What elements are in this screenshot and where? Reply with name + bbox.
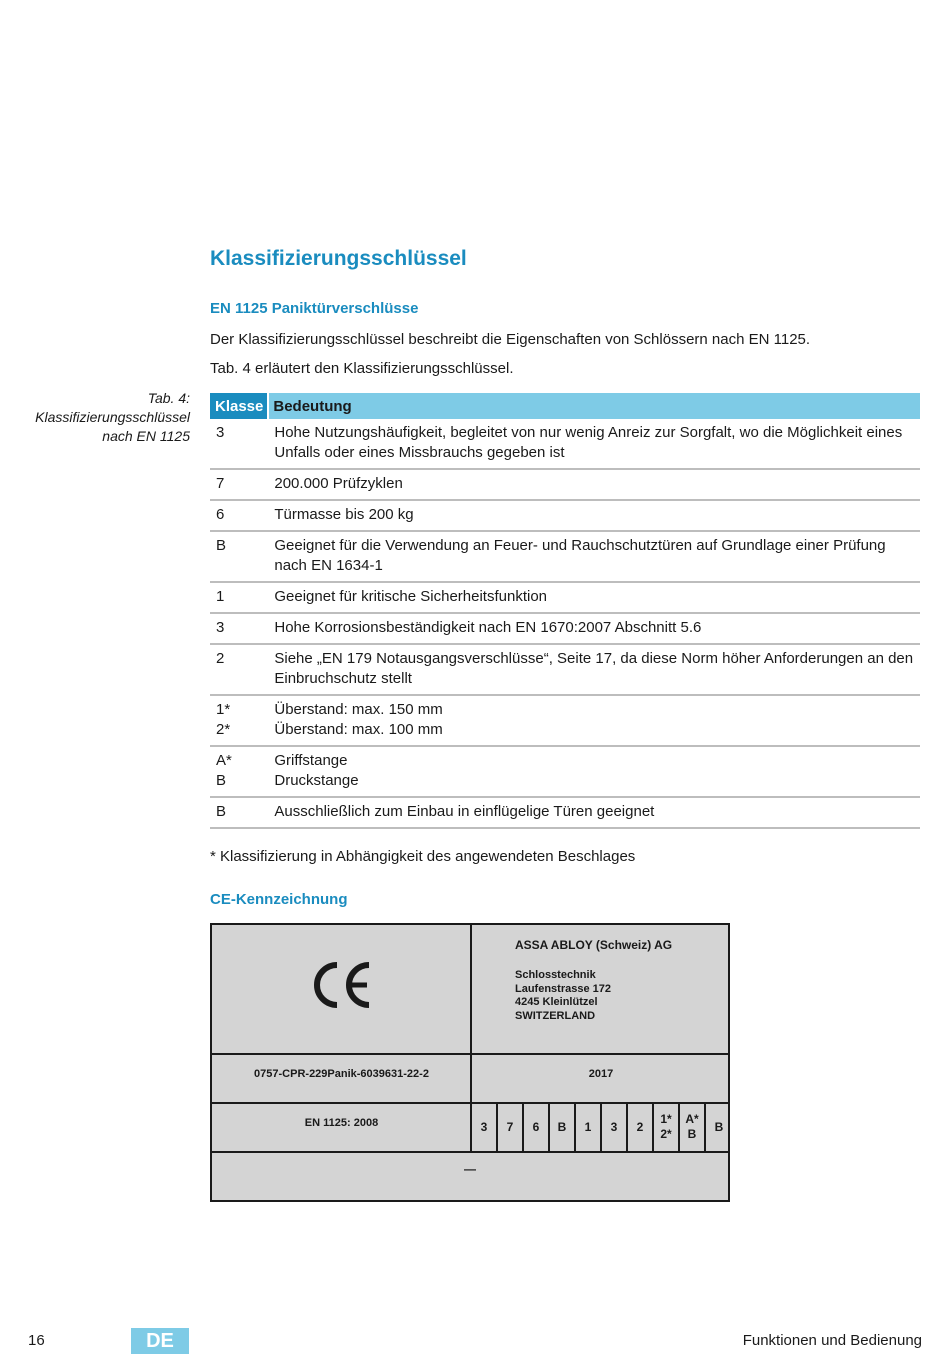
class-value: B [216,537,227,554]
norm-reference: EN 1125: 2008 [304,1117,379,1129]
class-value: 1* [216,701,231,718]
table-row [210,500,920,531]
class-cell [210,644,268,695]
intro-paragraph: Der Klassifizierungsschlüssel beschreibt die Eigenschaften von Schlössern nach EN 1125. [210,331,811,348]
code-cell [498,1103,524,1151]
meaning-cell [268,531,920,582]
meaning-cell [268,746,920,797]
address-line: 4245 Kleinlützel [515,996,598,1008]
meaning-cell [268,419,920,469]
code-value: 3 [480,1119,488,1134]
class-cell [210,797,268,828]
class-value: B [216,772,227,789]
class-value: 2* [216,721,231,738]
code-value: 1* [660,1112,672,1126]
class-value: 1 [216,588,225,605]
meaning-cell [268,695,920,746]
page-heading: Klassifizierungsschlüssel [210,247,467,270]
certificate-number: 0757-CPR-229Panik-6039631-22-2 [254,1068,429,1080]
table-row [210,644,920,695]
code-value: 7 [506,1119,514,1134]
code-value: B [557,1119,567,1134]
meaning-cell [268,469,920,500]
code-value: B [714,1119,724,1134]
meaning-cell [268,797,920,828]
plate-bottom-mark: — [464,1162,476,1176]
header-bedeutung: Bedeutung [268,393,920,419]
ce-label-plate [210,923,730,1202]
section-subheading: EN 1125 Paniktürverschlüsse [210,300,419,317]
table-caption [10,389,190,446]
meaning-text: Hohe Nutzungshäufigkeit, begleitet von nur wenig Anreiz zur Sorgfalt, wo die Möglichkeit eines Unfalls oder eines Missbrauchs gegeben ist [274,424,903,461]
code-value: A* [685,1112,699,1126]
code-cell [524,1103,550,1151]
code-cell [550,1103,576,1151]
table-row [210,469,920,500]
class-value: 3 [216,424,225,441]
meaning-text: Ausschließlich zum Einbau in einflügelige Türen geeignet [274,803,655,820]
plate-divider [212,1151,728,1153]
code-cell [680,1103,706,1151]
meaning-text: 200.000 Prüfzyklen [274,475,403,492]
class-cell [210,469,268,500]
meaning-text: Türmasse bis 200 kg [274,506,414,523]
address-line: SWITZERLAND [515,1009,596,1022]
footnote: * Klassifizierung in Abhängigkeit des angewendeten Beschlages [210,848,636,865]
class-cell [210,582,268,613]
caption-line: Tab. 4: [147,390,190,406]
code-value: 6 [532,1119,540,1134]
meaning-text: Überstand: max. 150 mm [274,701,443,718]
code-cell [654,1103,680,1151]
certification-year: 2017 [588,1068,614,1080]
meaning-text: Griffstange [274,752,348,769]
ce-heading: CE-Kennzeichnung [210,891,348,908]
meaning-text: Siehe „EN 179 Notausgangsverschlüsse“, Seite 17, da diese Norm höher Anforderungen an den Einbruchschutz stellt [274,650,914,687]
class-value: 3 [216,619,225,636]
classification-code-row [472,1103,732,1151]
code-value: 2* [660,1127,672,1141]
table-row [210,582,920,613]
class-value: B [216,803,227,820]
table-header-row [210,393,920,419]
ce-mark-icon [307,955,377,1015]
table-row [210,419,920,469]
code-cell [706,1103,732,1151]
class-cell [210,695,268,746]
address-line: Laufenstrasse 172 [515,982,611,995]
table-reference-paragraph: Tab. 4 erläutert den Klassifizierungsschlüssel. [210,360,514,377]
language-badge: DE [131,1328,189,1354]
section-title: Funktionen und Bedienung [742,1332,922,1349]
manufacturer-address [515,969,611,1023]
header-klasse: Klasse [210,393,268,419]
code-value: 1 [584,1119,592,1134]
class-cell [210,613,268,644]
table-row [210,613,920,644]
meaning-text: Geeignet für kritische Sicherheitsfunktion [274,588,548,605]
code-cell [472,1103,498,1151]
class-cell [210,500,268,531]
table-row [210,695,920,746]
code-value: B [687,1127,697,1141]
code-cell [628,1103,654,1151]
plate-divider [212,1053,728,1055]
meaning-text: Überstand: max. 100 mm [274,721,443,738]
meaning-text: Hohe Korrosionsbeständigkeit nach EN 1670:2007 Abschnitt 5.6 [274,619,702,636]
manufacturer-name: ASSA ABLOY (Schweiz) AG [515,938,673,952]
code-cell [602,1103,628,1151]
class-cell [210,419,268,469]
table-row [210,797,920,828]
meaning-cell [268,644,920,695]
page-number: 16 [28,1332,45,1349]
class-value: 2 [216,650,225,667]
class-value: A* [216,752,232,769]
code-value: 3 [610,1119,618,1134]
meaning-text: Druckstange [274,772,359,789]
meaning-cell [268,613,920,644]
class-cell [210,746,268,797]
table-row [210,746,920,797]
class-cell [210,531,268,582]
address-line: Schlosstechnik [515,969,596,981]
caption-line: nach EN 1125 [102,428,190,444]
caption-line: Klassifizierungsschlüssel [35,409,190,425]
code-value: 2 [636,1119,644,1134]
code-cell [576,1103,602,1151]
classification-table [210,393,920,829]
class-value: 7 [216,475,225,492]
class-value: 6 [216,506,225,523]
table-row [210,531,920,582]
meaning-cell [268,582,920,613]
meaning-text: Geeignet für die Verwendung an Feuer- und Rauchschutztüren auf Grundlage einer Prüfung nach EN 1634-1 [274,537,886,574]
meaning-cell [268,500,920,531]
